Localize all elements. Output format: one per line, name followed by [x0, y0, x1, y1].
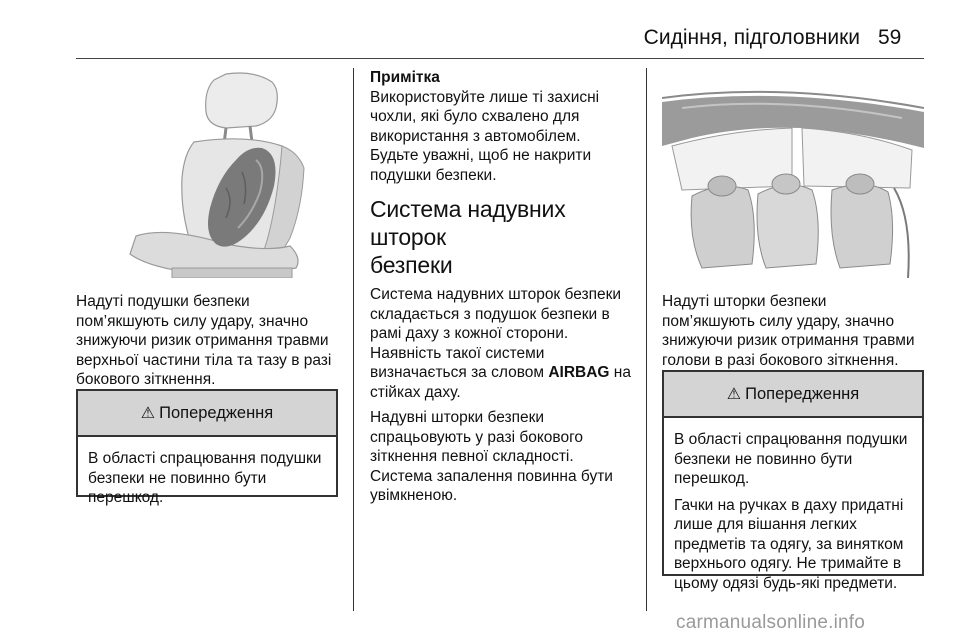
note-title: Примітка: [370, 69, 440, 86]
text-line: верхнього одягу. Не тримайте в: [674, 555, 902, 572]
warning-body: [78, 437, 336, 518]
right-caption: [662, 292, 932, 370]
text-line: стійках даху.: [370, 383, 461, 401]
text-line: Система запалення повинна бути: [370, 467, 613, 485]
text-line: верхньої частини тіла та тазу в разі: [76, 351, 332, 369]
text-line: Надуті подушки безпеки: [76, 293, 250, 310]
text-line: пом’якшують силу удару, значно: [662, 312, 895, 330]
text-line: Гачки на ручках в даху придатні: [674, 496, 904, 514]
text-line: Надувні шторки безпеки: [370, 409, 545, 426]
text-line: Надуті шторки безпеки: [662, 293, 827, 310]
text-line: рамі даху з кожної сторони.: [370, 325, 569, 342]
text-line: Система надувних шторок безпеки: [370, 286, 622, 303]
left-caption: [76, 292, 346, 390]
watermark: carmanualsonline.info: [676, 612, 866, 633]
text-line: знижуючи ризик отримання травми: [76, 332, 329, 349]
text-line: чохли, які було схвалено для: [370, 108, 580, 125]
text-line: В області спрацювання подушки: [674, 431, 908, 448]
text-line: подушки безпеки.: [370, 166, 497, 184]
text-line: голови в разі бокового зіткнення.: [662, 351, 899, 369]
text-line: безпеки не повинно бути: [88, 469, 267, 487]
page-number: 59: [878, 26, 902, 49]
text-line: В області спрацювання подушки: [88, 450, 322, 467]
text-line: складається з подушок безпеки в: [370, 305, 610, 323]
text-line: цьому одязі будь-які предмети.: [674, 574, 898, 592]
text-line: Використовуйте лише ті захисні: [370, 88, 600, 106]
text-line: лише для вішання легких: [674, 516, 857, 533]
text-line: знижуючи ризик отримання травми: [662, 332, 915, 349]
warning-triangle-icon: ⚠: [140, 405, 156, 422]
text-line: увімкненою.: [370, 487, 458, 504]
text-line: Наявність такої системи: [370, 344, 545, 362]
warning-triangle-icon: ⚠: [726, 386, 742, 403]
section-heading: Система надувних шторок безпеки: [370, 196, 566, 278]
warning-box-right: [662, 370, 924, 592]
text-line: зіткнення певної складності.: [370, 448, 574, 465]
airbag-label: AIRBAG: [548, 364, 610, 381]
text-line: використання з автомобілем.: [370, 127, 581, 145]
text-line: безпеки не повинно бути: [674, 450, 853, 468]
warning-header: [664, 372, 922, 418]
warning-box-left: [76, 389, 338, 506]
text-line: визначається за словом AIRBAG на: [370, 364, 631, 381]
text-line: перешкод.: [88, 489, 164, 506]
seat-airbag-illustration: [76, 68, 339, 278]
curtain-airbag-illustration: [662, 68, 924, 278]
text-line: предметів та одягу, за винятком: [674, 535, 904, 553]
middle-column: [370, 68, 640, 506]
warning-body: [664, 418, 922, 603]
warning-title: Попередження: [745, 384, 860, 403]
column-divider-left: [353, 68, 354, 611]
warning-header: [78, 391, 336, 437]
page-title: Сидіння, підголовники: [643, 26, 860, 49]
text-line: пом’якшують силу удару, значно: [76, 312, 309, 330]
header-divider: [76, 58, 924, 59]
text-line: спрацьовують у разі бокового: [370, 428, 584, 446]
text-line: бокового зіткнення.: [76, 371, 216, 388]
text-line: Будьте уважні, щоб не накрити: [370, 147, 592, 164]
column-divider-right: [646, 68, 647, 611]
warning-title: Попередження: [159, 403, 274, 422]
text-line: перешкод.: [674, 470, 750, 487]
